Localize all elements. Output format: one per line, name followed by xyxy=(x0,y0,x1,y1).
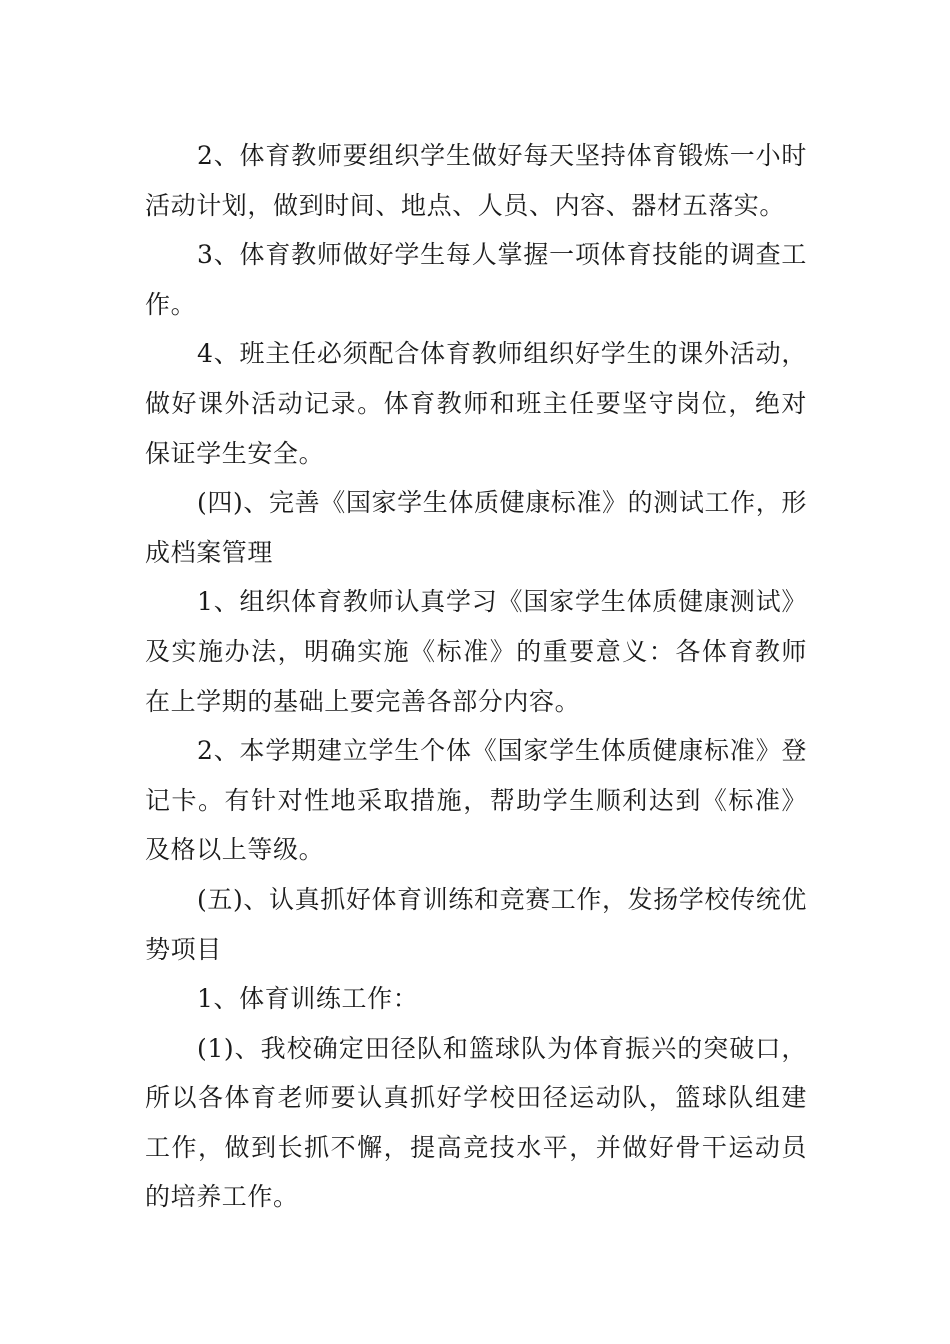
paragraph-item-1-teams: (1)、我校确定田径队和篮球队为体育振兴的突破口，所以各体育老师要认真抓好学校田径运动队，篮球队组建工作，做到长抓不懈，提高竞技水平，并做好骨干运动员的培养工作。 xyxy=(145,1033,807,1212)
paragraph-item-2-daily-exercise: 2、体育教师要组织学生做好每天坚持体育锻炼一小时活动计划，做到时间、地点、人员、内容、器材五落实。 xyxy=(145,141,807,220)
paragraph-item-1-study-standard: 1、组织体育教师认真学习《国家学生体质健康测试》及实施办法，明确实施《标准》的重要意义：各体育教师在上学期的基础上要完善各部分内容。 xyxy=(145,587,807,716)
section-heading-5-training-competition: (五)、认真抓好体育训练和竞赛工作，发扬学校传统优势项目 xyxy=(145,884,807,964)
subheading-training-work: 1、体育训练工作： xyxy=(197,984,419,1014)
paragraph-item-2-registration-card: 2、本学期建立学生个体《国家学生体质健康标准》登记卡。有针对性地采取措施，帮助学生顺利达到《标准》及格以上等级。 xyxy=(145,736,807,865)
document-body xyxy=(145,131,807,1222)
paragraph-item-4-extracurricular: 4、班主任必须配合体育教师组织好学生的课外活动，做好课外活动记录。体育教师和班主任要坚守岗位，绝对保证学生安全。 xyxy=(145,339,807,468)
paragraph-item-3-skill-survey: 3、体育教师做好学生每人掌握一项体育技能的调查工作。 xyxy=(145,240,807,319)
section-heading-4-health-standard: (四)、完善《国家学生体质健康标准》的测试工作，形成档案管理 xyxy=(145,488,807,567)
